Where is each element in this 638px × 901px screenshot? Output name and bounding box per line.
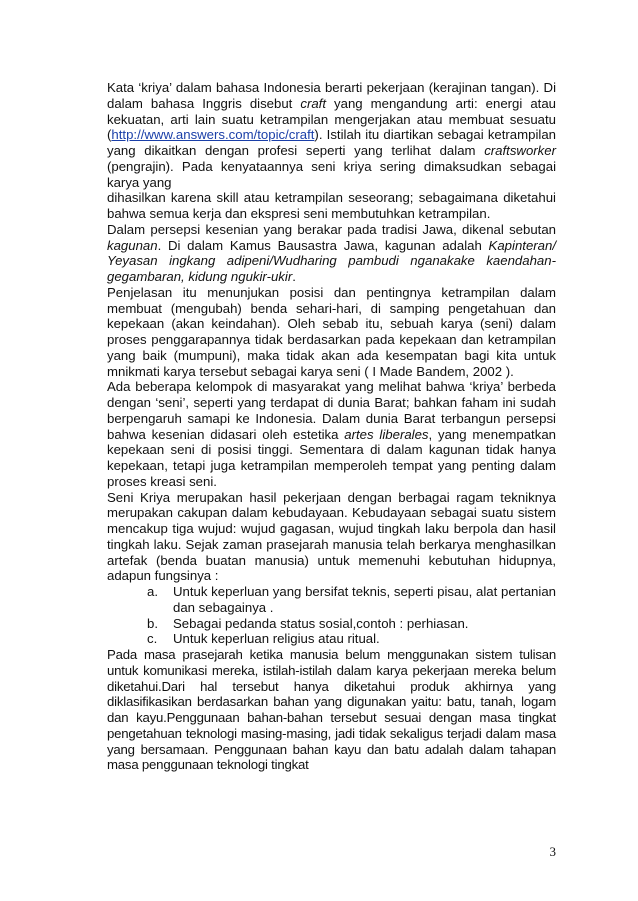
text-run: dihasilkan karena skill atau ketrampilan seseorang; sebagaimana diketahui bahwa semua kerja dan ekspresi seni membutuhkan ketrampilan.	[107, 190, 556, 221]
paragraph-kriya-definition	[107, 80, 556, 222]
page-number: 3	[549, 844, 556, 859]
italic-term-kagunan: kagunan	[107, 237, 158, 253]
italic-term-craftsworker: craftsworker	[484, 143, 556, 158]
list-marker: a.	[147, 584, 158, 599]
document-body	[107, 80, 556, 773]
paragraph-prasejarah: Pada masa prasejarah ketika manusia belum menggunakan sistem tulisan untuk komunikasi mereka, istilah-istilah dalam karya pekerjaan mereka belum diketahui.Dari hal tersebut hanya diketahui produk akhirnya yang diklasifikasikan berdasarkan bahan yang digunakan yaitu: batu, tanah, logam dan kayu.Penggunaan bahan-bahan tersebut sesuai dengan masa tingkat pengetahuan teknologi masing-masing, jadi tidak sekaligus terjadi dalam masa yang bersamaan. Penggunaan bahan kayu dan batu adalah dalam tahapan masa penggunaan teknologi tingkat	[107, 647, 556, 773]
text-run: (pengrajin). Pada kenyataannya seni kriya sering dimaksudkan sebagai karya yang	[107, 158, 556, 190]
italic-definition-kagunan: Kapinteran/ Yeyasan ingkang adipeni/Wudharing pambudi nganakake kaendahan-gegambaran, kidung ngukir-ukir	[107, 237, 556, 284]
list-item-text: Sebagai pedanda status sosial,contoh : perhiasan.	[173, 615, 469, 631]
list-marker: c.	[147, 631, 158, 647]
paragraph-penjelasan: Penjelasan itu menunjukan posisi dan pentingnya ketrampilan dalam membuat (mengubah) benda sehari-hari, di samping pengetahuan dan kepekaan (akan keindahan). Oleh sebab itu, sebuah karya (seni) dalam proses penggarapannya tidak berdasarkan pada kepekaan dan ketrampilan yang baik (mumpuni), maka tidak akan ada kesempatan bagi kita untuk mnikmati karya tersebut sebagai karya seni ( I Made Bandem, 2002 ).	[107, 284, 556, 379]
function-list	[107, 584, 556, 647]
paragraph-seni-kriya: Seni Kriya merupakan hasil pekerjaan dengan berbagai ragam tekniknya merupakan cakupan dalam kebudayaan. Kebudayaan sebagai suatu sistem mencakup tiga wujud: wujud gagasan, wujud tingkah laku berpola dan hasil tingkah laku. Sejak zaman prasejarah manusia telah berkarya menghasilkan artefak (benda buatan manusia) untuk memenuhi kebutuhan hidupnya, adapun fungsinya :	[107, 489, 556, 584]
list-item	[107, 616, 556, 632]
paragraph-kelompok-masyarakat	[107, 379, 556, 489]
list-item-text: Untuk keperluan religius atau ritual.	[173, 631, 380, 647]
paragraph-kagunan	[107, 222, 556, 285]
text-run: . Di dalam Kamus Bausastra Jawa, kagunan adalah	[157, 237, 489, 253]
text-run: yang mengandung arti: energi atau kekuatan, arti lain suatu ketrampilan mengerjakan atau membuat sesuatu (	[107, 95, 556, 143]
text-run: , yang menempatkan kepekaan seni di posisi tinggi. Sementara di dalam kagunan tidak hanya kepekaan, tetapi juga ketrampilan memperoleh tempat yang penting dalam proses kreasi seni.	[107, 426, 556, 489]
text-run: .	[292, 269, 296, 284]
text-run: Ada beberapa kelompok di masyarakat yang melihat bahwa ‘kriya’ berbeda dengan ‘seni’, seperti yang terdapat di dunia Barat; bahkan faham ini sudah berpengaruh samapi ke Indonesia. Dalam dunia Barat terbangun persepsi bahwa kesenian didasari oleh estetika	[107, 379, 556, 442]
list-item	[107, 584, 556, 616]
text-run: ). Istilah itu diartikan sebagai ketrampilan yang dikaitkan dengan profesi seperti yang terlihat dalam	[107, 127, 556, 158]
italic-term-artes-liberales: artes liberales	[344, 426, 429, 442]
text-run: Kata ‘kriya’ dalam bahasa Indonesia berarti pekerjaan (kerajinan tangan). Di dalam bahasa Inggris disebut	[107, 80, 556, 111]
list-marker: b.	[147, 615, 158, 631]
text-run: Dalam persepsi kesenian yang berakar pada tradisi Jawa, dikenal sebutan	[107, 221, 556, 237]
italic-term-craft: craft	[300, 95, 327, 111]
list-item	[107, 631, 556, 647]
answers-link[interactable]: http://www.answers.com/topic/craft	[111, 127, 315, 143]
list-item-text: Untuk keperluan yang bersifat teknis, seperti pisau, alat pertanian dan sebagainya .	[173, 584, 556, 615]
